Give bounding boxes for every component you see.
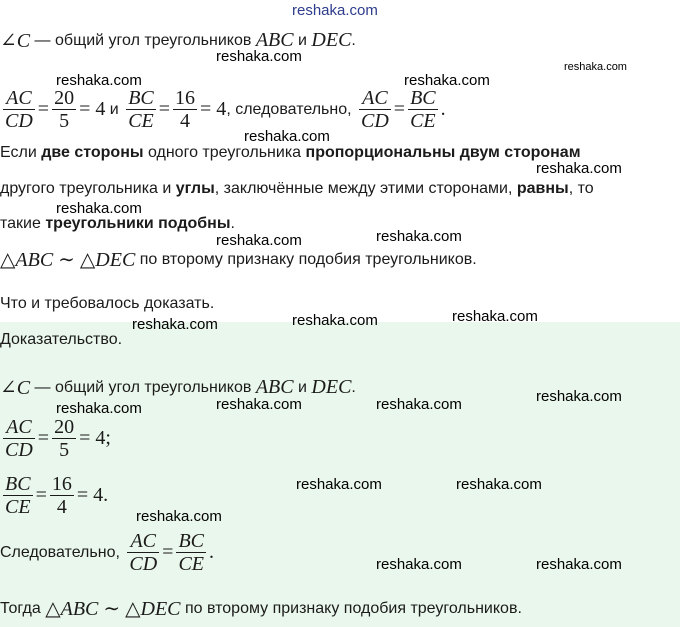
watermark-text: reshaka.com [244,128,330,145]
watermark-text: reshaka.com [376,396,462,413]
fraction-bc-ce-2: $\frac{BC}{CE}$ [410,87,436,132]
watermark-text: reshaka.com [404,72,490,89]
proof-therefore-line: Следовательно, $\frac{AC}{CD}$ = $\frac{BC}{CE}$ . [0,530,214,575]
watermark-text: reshaka.com [296,476,382,493]
watermark-text: reshaka.com [376,228,462,245]
watermark-text: reshaka.com [216,396,302,413]
watermark-text: reshaka.com [536,556,622,573]
watermark-text: reshaka.com [376,556,462,573]
proof-equation-a: $\frac{AC}{CD}$ = $\frac{20}{5}$ = 4; [5,416,111,461]
fraction-ac-cd: $\frac{AC}{CD}$ [5,87,33,132]
fraction-20-5: $\frac{20}{5}$ [54,87,75,132]
common-angle-line: ∠C — общий угол треугольников ABC и DEC . [0,29,356,52]
watermark-text: reshaka.com [452,308,538,325]
similarity-line: △ABC ∼ △DEC по второму признаку подобия треугольников. [0,249,477,271]
proof-heading: Доказательство. [0,331,123,348]
watermark-text: reshaka.com [536,160,622,177]
watermark-text: reshaka.com [564,61,627,73]
watermark-text: reshaka.com [56,400,142,417]
similarity-expression: △ABC ∼ △DEC [0,249,136,271]
fraction-16-4: $\frac{16}{4}$ [175,87,196,132]
rule-line-3: такие треугольники подобны. [0,215,235,232]
site-watermark-top: reshaka.com [292,2,378,19]
watermark-text: reshaka.com [456,476,542,493]
watermark-text: reshaka.com [132,316,218,333]
watermark-text: reshaka.com [536,388,622,405]
watermark-text: reshaka.com [56,200,142,217]
triangle-dec: DEC [311,29,352,51]
watermark-text: reshaka.com [216,48,302,65]
rule-line-1: Если две стороны одного треугольника пропорциональны двум сторонам [0,144,581,161]
proof-equation-b: $\frac{BC}{CE}$ = $\frac{16}{4}$ = 4. [5,473,109,518]
watermark-text: reshaka.com [216,232,302,249]
fraction-bc-ce: $\frac{BC}{CE}$ [128,87,154,132]
watermark-text: reshaka.com [292,312,378,329]
triangle-abc: ABC [255,29,294,51]
rule-line-2: другого треугольника и углы, заключённые между этими сторонами, равны, то [0,180,594,197]
angle-c: ∠C [0,30,31,52]
watermark-text: reshaka.com [136,508,222,525]
proof-common-angle-line: ∠C — общий угол треугольников ABC и DEC . [0,376,356,399]
proof-final-line: Тогда △ABC ∼ △DEC по второму признаку подобия треугольников. [0,598,522,620]
watermark-text: reshaka.com [56,72,142,89]
ratio-equation-line: $\frac{AC}{CD}$ = $\frac{20}{5}$ = 4 и $\frac{BC}{CE}$ = $\frac{16}{4}$ = 4 , следовательно, $\frac{AC}{CD}$ = $\frac{BC}{CE}$ . [5,87,446,132]
fraction-ac-cd-2: $\frac{AC}{CD}$ [361,87,389,132]
qed-text: Что и требовалось доказать. [0,295,215,312]
